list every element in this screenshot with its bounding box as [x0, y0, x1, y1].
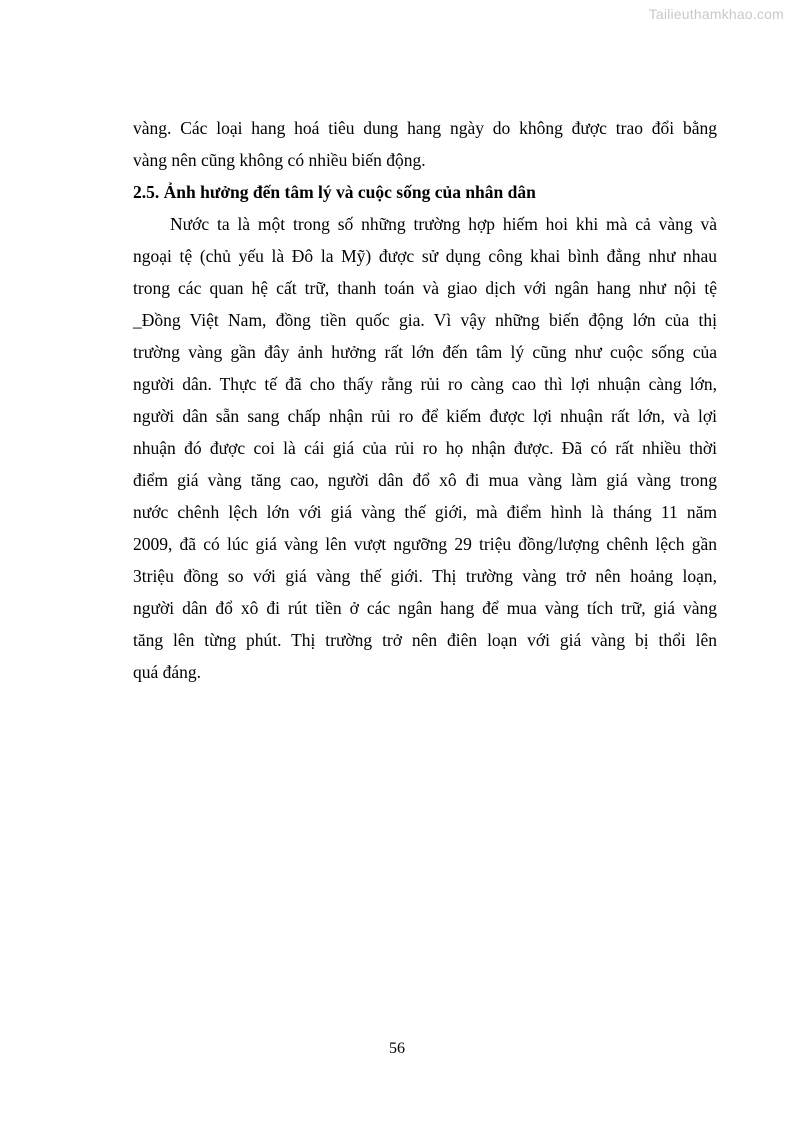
paragraph-line: _Đồng Việt Nam, đồng tiền quốc gia. Vì vậy những biến động lớn của thị: [133, 310, 717, 330]
paragraph-line: nhuận đó được coi là cái giá của rủi ro họ nhận được. Đã có rất nhiều thời: [133, 438, 717, 458]
paragraph-line: người dân. Thực tế đã cho thấy rằng rủi ro càng cao thì lợi nhuận càng lớn,: [133, 374, 717, 394]
section-heading: 2.5. Ảnh hưởng đến tâm lý và cuộc sống của nhân dân: [133, 182, 536, 202]
paragraph-line: vàng nên cũng không có nhiều biến động.: [133, 150, 426, 170]
paragraph-line: 2009, đã có lúc giá vàng lên vượt ngưỡng 29 triệu đồng/lượng chênh lệch gần: [133, 534, 717, 554]
paragraph-line: tăng lên từng phút. Thị trường trở nên điên loạn với giá vàng bị thổi lên: [133, 630, 717, 650]
paragraph-line: 3triệu đồng so với giá vàng thế giới. Thị trường vàng trở nên hoảng loạn,: [133, 566, 717, 586]
page-number: 56: [389, 1040, 405, 1057]
paragraph-line: người dân đổ xô đi rút tiền ở các ngân hang để mua vàng tích trữ, giá vàng: [133, 598, 717, 618]
paragraph-line: trong các quan hệ cất trữ, thanh toán và giao dịch với ngân hang như nội tệ: [133, 278, 717, 298]
paragraph-line: ngoại tệ (chủ yếu là Đô la Mỹ) được sử dụng công khai bình đẳng như nhau: [133, 246, 717, 266]
paragraph-line: Nước ta là một trong số những trường hợp hiếm hoi khi mà cả vàng và: [170, 214, 717, 234]
paragraph-line: người dân sẵn sang chấp nhận rủi ro để kiếm được lợi nhuận rất lớn, và lợi: [133, 406, 717, 426]
paragraph-line: trường vàng gần đây ảnh hưởng rất lớn đến tâm lý cũng như cuộc sống của: [133, 342, 717, 362]
paragraph-line: quá đáng.: [133, 662, 202, 682]
paragraph-line: vàng. Các loại hang hoá tiêu dung hang ngày do không được trao đổi bằng: [133, 118, 717, 138]
paragraph-line: nước chênh lệch lớn với giá vàng thế giới, mà điểm hình là tháng 11 năm: [133, 502, 717, 522]
paragraph-line: điểm giá vàng tăng cao, người dân đổ xô đi mua vàng làm giá vàng trong: [133, 470, 717, 490]
document-body: [133, 112, 717, 688]
watermark-text: Tailieuthamkhao.com: [648, 6, 784, 22]
